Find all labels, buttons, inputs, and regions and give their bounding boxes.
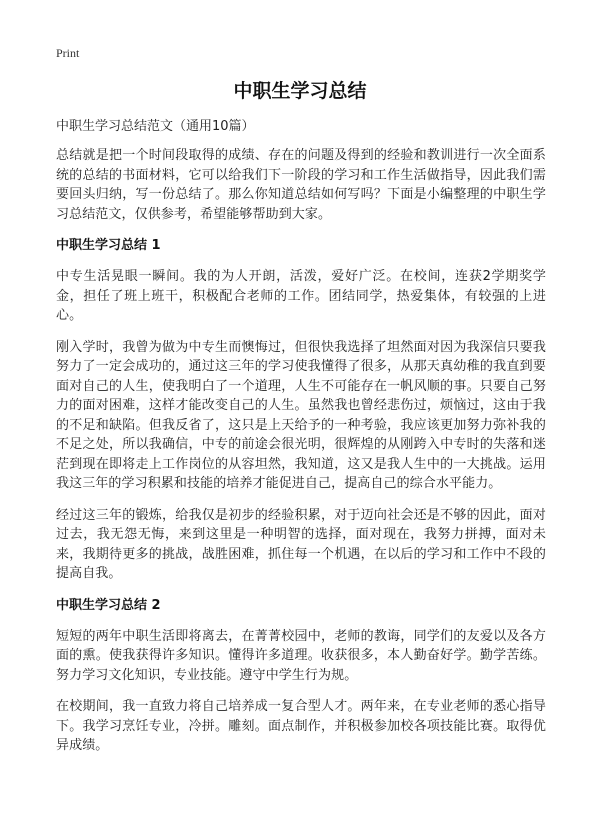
section-heading-2: 中职生学习总结 2 (56, 597, 161, 613)
article-body (56, 118, 546, 768)
section-heading-1: 中职生学习总结 1 (56, 238, 161, 253)
print-link[interactable]: Print (56, 46, 80, 60)
section-2-paragraph-1: 短短的两年中职生活即将离去，在菁菁校园中，老师的教诲，同学们的友爱以及各方面的熏。使我获得许多知识。懂得许多道理。收获很多，本人勤奋好学。勤学苦练。努力学习文化知识，专业技能。遵守中学生行为规。 (56, 628, 546, 683)
intro-paragraph: 总结就是把一个时间段取得的成绩、存在的问题及得到的经验和教训进行一次全面系统的总结的书面材料，它可以给我们下一阶段的学习和工作生活做指导，因此我们需要回头归纳，写一份总结了。那么你知道总结如何写吗？下面是小编整理的中职生学习总结范文，仅供参考，希望能够帮助到大家。 (56, 148, 546, 222)
section-2-paragraph-2: 在校期间，我一直致力将自己培养成一复合型人才。两年来，在专业老师的悉心指导下。我学习烹饪专业，冷拼。雕刻。面点制作，并积极参加校各项技能比赛。取得优异成绩。 (56, 699, 546, 753)
article-subtitle: 中职生学习总结范文（通用10篇） (56, 119, 255, 134)
page-title: 中职生学习总结 (233, 80, 367, 102)
section-1-paragraph-1: 中专生活晃眼一瞬间。我的为人开朗，活泼，爱好广泛。在校间，连获2学期奖学金，担任了班上班干，积极配合老师的工作。团结同学，热爱集体，有较强的上进心。 (56, 269, 546, 323)
section-1-paragraph-3: 经过这三年的锻炼，给我仅是初步的经验积累，对于迈向社会还是不够的因此，面对过去，我无怨无悔，来到这里是一种明智的选择，面对现在，我努力拼搏，面对未来，我期待更多的挑战，战胜困难，抓住每一个机遇，在以后的学习和工作中不段的提高自我。 (56, 507, 546, 581)
section-1-paragraph-2: 刚入学时，我曾为做为中专生而懊悔过，但很快我选择了坦然面对因为我深信只要我努力了一定会成功的，通过这三年的学习使我懂得了很多，从那天真幼稚的我直到要面对自己的人生，使我明白了一个道理，人生不可能存在一帆风顺的事。只要自己努力的面对困难，这样才能改变自己的人生。虽然我也曾经悲伤过，烦恼过，这由于我的不足和缺陷。但我反省了，这只是上天给予的一种考验，我应该更加努力弥补我的不足之处，所以我确信，中专的前途会很光明，很辉煌的从刚跨入中专时的失落和迷茫到现在即将走上工作岗位的从容坦然，我知道，这又是我人生中的一大挑战。运用我这三年的学习积累和技能的培养才能促进自己，提高自己的综合水平能力。 (56, 339, 546, 491)
